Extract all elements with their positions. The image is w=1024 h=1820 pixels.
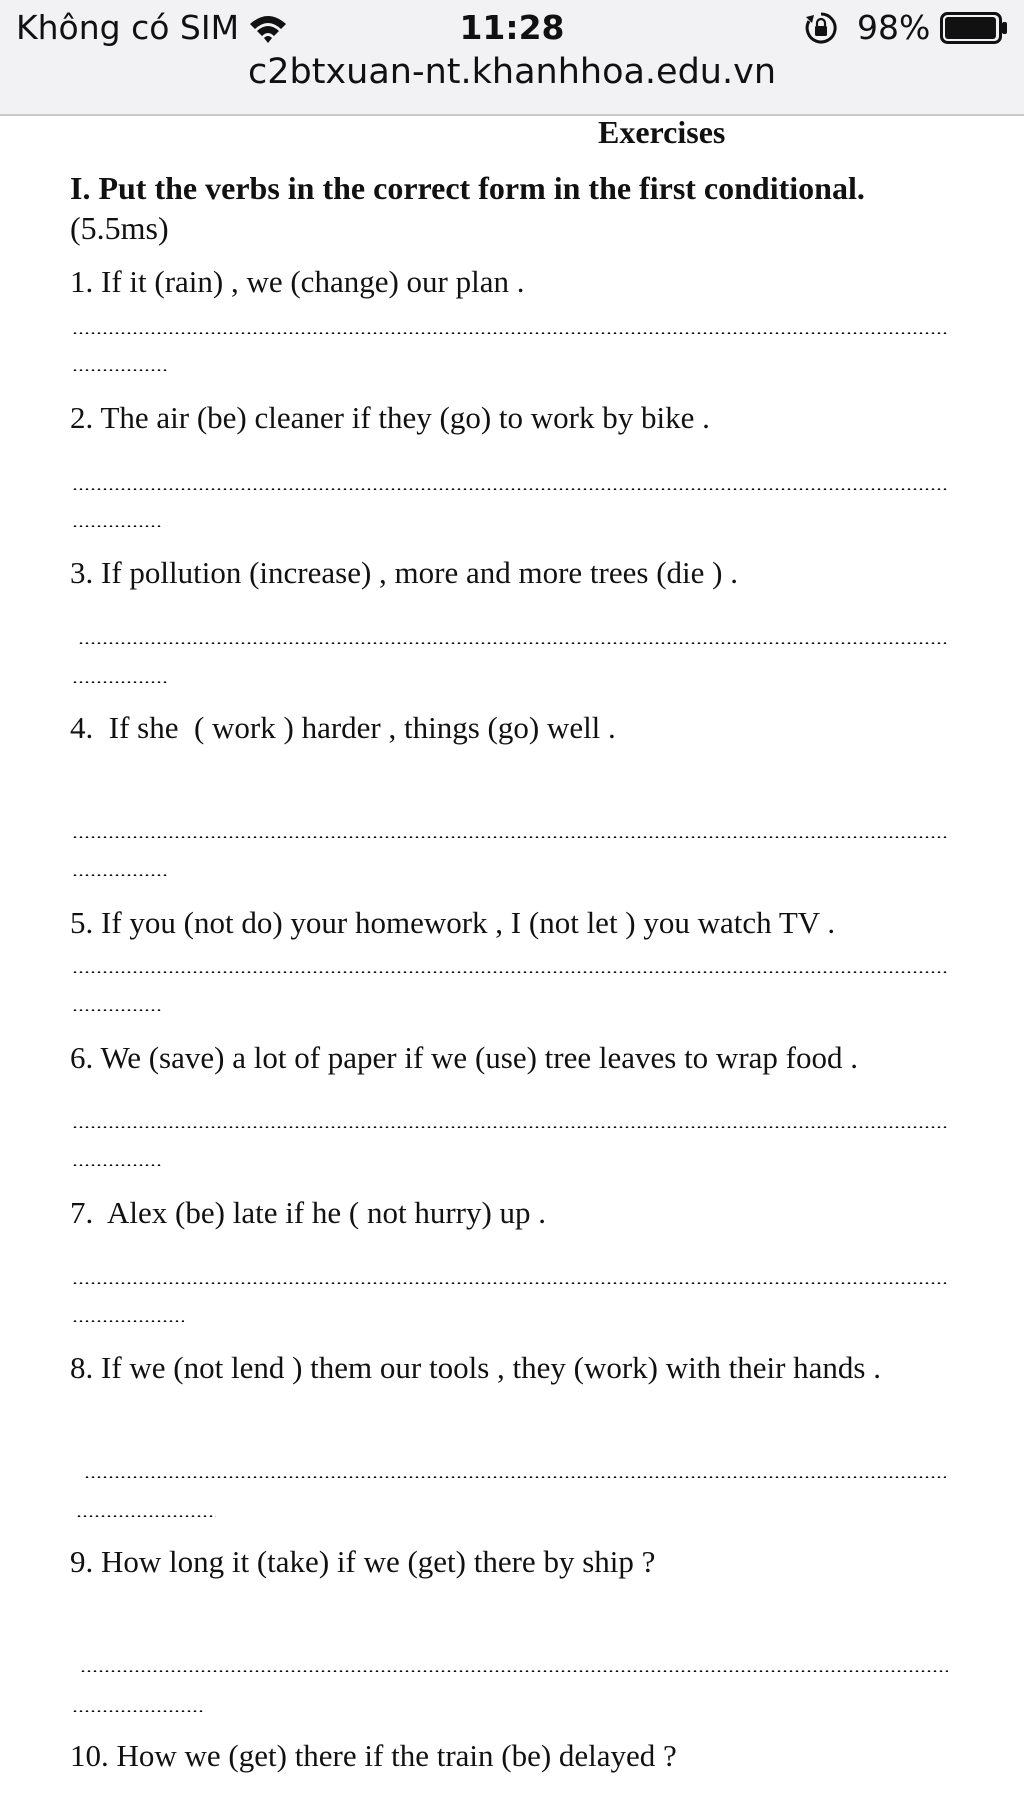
question-9: 9. How long it (take) if we (get) there by ship ? xyxy=(70,1544,656,1579)
answer-line-continued xyxy=(76,1515,216,1517)
answer-line-continued xyxy=(72,874,168,876)
battery-percent: 98% xyxy=(857,8,931,47)
question-5: 5. If you (not do) your homework , I (not let ) you watch TV . xyxy=(70,905,836,940)
marks-label: (5.5ms) xyxy=(70,210,169,246)
question-4: 4. If she ( work ) harder , things (go) well . xyxy=(70,710,616,745)
answer-line xyxy=(80,1670,948,1672)
answer-line-continued xyxy=(72,1320,184,1322)
answer-line-continued xyxy=(72,525,162,527)
question-3: 3. If pollution (increase) , more and more trees (die ) . xyxy=(70,555,738,590)
answer-line xyxy=(78,642,948,644)
answer-line-continued xyxy=(72,681,168,683)
orientation-lock-icon xyxy=(804,11,838,45)
question-1: 1. If it (rain) , we (change) our plan . xyxy=(70,264,525,299)
instruction-block xyxy=(70,168,970,248)
question-6: 6. We (save) a lot of paper if we (use) tree leaves to wrap food . xyxy=(70,1040,858,1075)
answer-line xyxy=(72,971,948,973)
address-bar-url[interactable]: c2btxuan-nt.khanhhoa.edu.vn xyxy=(247,52,777,92)
answer-line xyxy=(72,1282,948,1284)
answer-line-continued xyxy=(72,1710,204,1712)
browser-top-bar xyxy=(0,0,1024,116)
worksheet-content xyxy=(0,114,1024,1820)
answer-line xyxy=(72,836,948,838)
answer-line xyxy=(84,1476,946,1478)
battery-icon xyxy=(940,12,1008,44)
question-8: 8. If we (not lend ) them our tools , they (work) with their hands . xyxy=(70,1350,881,1385)
answer-line-continued xyxy=(72,1009,162,1011)
question-7: 7. Alex (be) late if he ( not hurry) up . xyxy=(70,1195,547,1230)
answer-line-continued xyxy=(72,1164,162,1166)
status-time: 11:28 xyxy=(459,8,565,47)
answer-line-continued xyxy=(72,369,168,371)
question-10: 10. How we (get) there if the train (be) delayed ? xyxy=(70,1738,677,1773)
instruction-text: I. Put the verbs in the correct form in the first conditional. xyxy=(70,170,865,206)
question-2: 2. The air (be) cleaner if they (go) to work by bike . xyxy=(70,400,710,435)
answer-line xyxy=(72,1126,948,1128)
status-bar xyxy=(0,0,1024,56)
answer-line xyxy=(72,488,948,490)
exercises-heading: Exercises xyxy=(598,114,726,150)
answer-line xyxy=(72,332,948,334)
carrier-label: Không có SIM xyxy=(16,8,240,47)
